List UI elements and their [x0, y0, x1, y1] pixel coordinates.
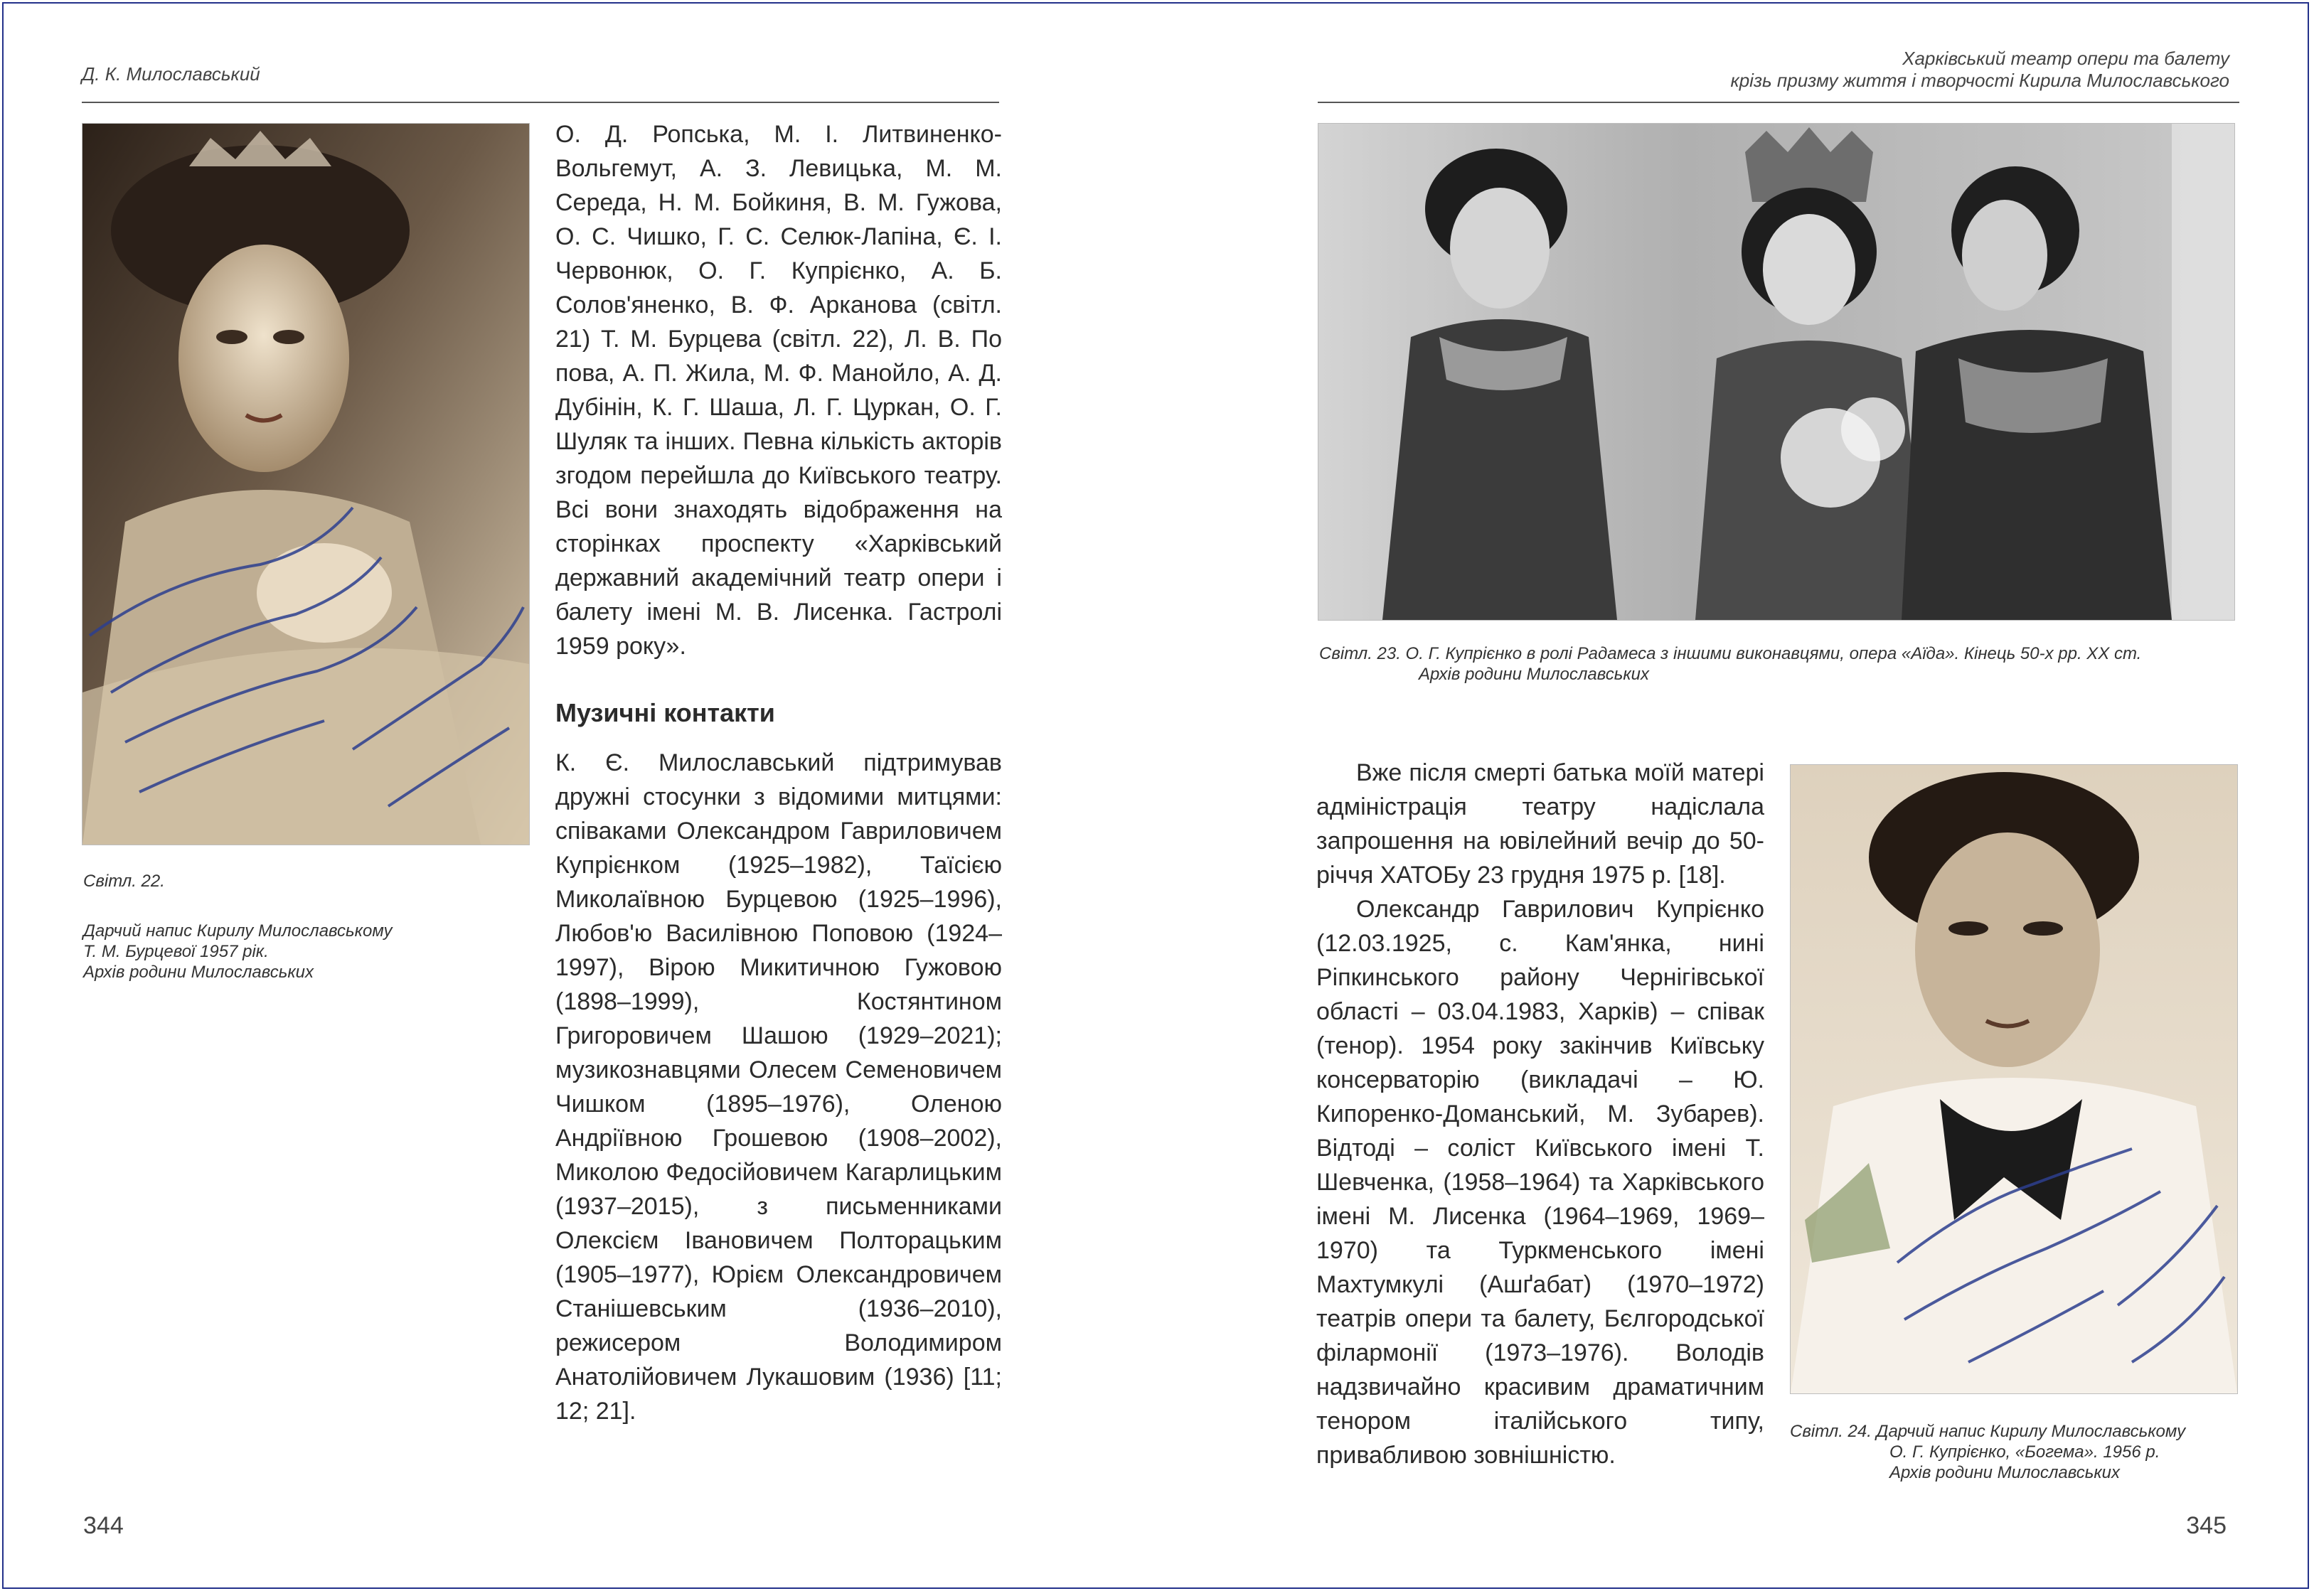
right-paragraph-2: Олександр Гаврилович Купрієнко (12.03.1925, с. Кам'янка, нині Ріпкинського району Чернігівської області – 03.04.1983, Харків) – співак (тенор). 1954 року закінчив Київську консерваторію (викладачі – Ю. Кипоренко-Доманський, М. Зубарев). Відтоді – соліст Київського імені Т. Шевченка, (1958–1964) та Харківського імені М. Лисенка (1964–1969, 1969–1970) та Туркменського імені Махтумкулі (Ашґабат) (1970–1972) театрів опери та балету, Бєлгородської філармонії (1973–1976). Володів надзвичайно красивим драматичним тенором італійського типу, привабливою зовнішністю. [1316, 896, 1764, 1469]
caption-24-line3: Архів родини Милославських [1889, 1463, 2121, 1482]
running-header-right [1234, 48, 2229, 92]
caption-22-label: Світл. 22. [83, 872, 165, 891]
left-text-column [555, 117, 1002, 1428]
caption-23-line1: Світл. 23. О. Г. Купрієнко в ролі Радамеса з іншими виконавцями, опера «Аїда». Кінець 50-х рр. ХХ ст. [1319, 644, 2142, 663]
page-number-left: 344 [83, 1512, 124, 1539]
caption-24 [1790, 1421, 2245, 1483]
caption-23-line2: Архів родини Милославських [1419, 665, 1650, 684]
left-paragraph-2: К. Є. Милославський підтримував дружні стосунки з відомими митцями: співаками Олександром Гавриловичем Купрієнком (1925–1982), Таїсією Миколаївною Бурцевою (1925–1996), Любов'ю Василівною Поповою (1924–1997), Вірою Микитичною Гужовою (1898–1999), Костянтином Григоровичем Шашою (1929–2021); музикознавцями Олесем Семеновичем Чишком (1895–1976), Оленою Андріївною Грошевою (1908–2002), Миколою Федосійовичем Кагарлицьким (1937–2015), з письменниками Олексієм Івановичем Полторацьким (1905–1977), Юрієм Олександровичем Станішевським (1936–2010), режисером Володимиром Анатолійовичем Лукашовим (1936) [11; 12; 21]. [555, 749, 1002, 1425]
photo-22-portrait [82, 123, 530, 845]
photo-24-tenor-portrait [1790, 764, 2238, 1394]
section-title-music-contacts: Музичні контакти [555, 698, 775, 727]
caption-22-line: Архів родини Милославських [83, 963, 314, 982]
photo-24-image [1791, 765, 2237, 1393]
photo-23-aida-performers [1318, 123, 2235, 621]
caption-24-line1: Світл. 24. Дарчий напис Кирилу Милославському [1790, 1422, 2186, 1441]
photo-23-image [1318, 124, 2234, 620]
header-rule-right [1318, 102, 2239, 103]
caption-23 [1319, 643, 2241, 685]
caption-24-line2: О. Г. Купрієнко, «Богема». 1956 р. [1889, 1442, 2160, 1462]
header-rule-left [82, 102, 999, 103]
caption-22 [83, 921, 538, 982]
running-header-right-line1: Харківський театр опери та балету [1902, 48, 2229, 69]
caption-22-line: Дарчий напис Кирилу Милославському [83, 921, 393, 941]
book-spread [2, 2, 2309, 1589]
right-text-column [1316, 756, 1764, 1472]
running-header-right-line2: крізь призму життя і творчості Кирила Милославського [1730, 70, 2229, 91]
photo-22-image [82, 124, 529, 845]
right-paragraph-1: Вже після смерті батька моїй матері адміністрація театру надіслала запрошення на ювілейний вечір до 50-річчя ХАТОБу 23 грудня 1975 р. [18]. [1316, 759, 1764, 889]
running-header-left: Д. К. Милославський [82, 63, 260, 85]
caption-22-line: Т. М. Бурцевої 1957 рік. [83, 942, 269, 961]
page-number-right: 345 [2186, 1512, 2227, 1539]
left-paragraph-1: О. Д. Ропська, М. І. Литвиненко-Вольгемут, А. З. Левицька, М. М. Середа, Н. М. Бойкиня, В. М. Гужова, О. С. Чишко, Г. С. Селюк-Лапіна, Є. І. Червонюк, О. Г. Купрієнко, А. Б. Солов'яненко, В. Ф. Арканова (світл. 21) Т. М. Бурцева (світл. 22), Л. В. По пова, А. П. Жила, М. Ф. Манойло, А. Д. Дубінін, К. Г. Шаша, Л. Г. Цуркан, О. Г. Шуляк та інших. Певна кількість акторів згодом перейшла до Київського театру. Всі вони знаходять відображення на сторінках проспекту «Харківський державний академічний театр опери і балету імені М. В. Лисенка. Гастролі 1959 року». [555, 121, 1002, 660]
